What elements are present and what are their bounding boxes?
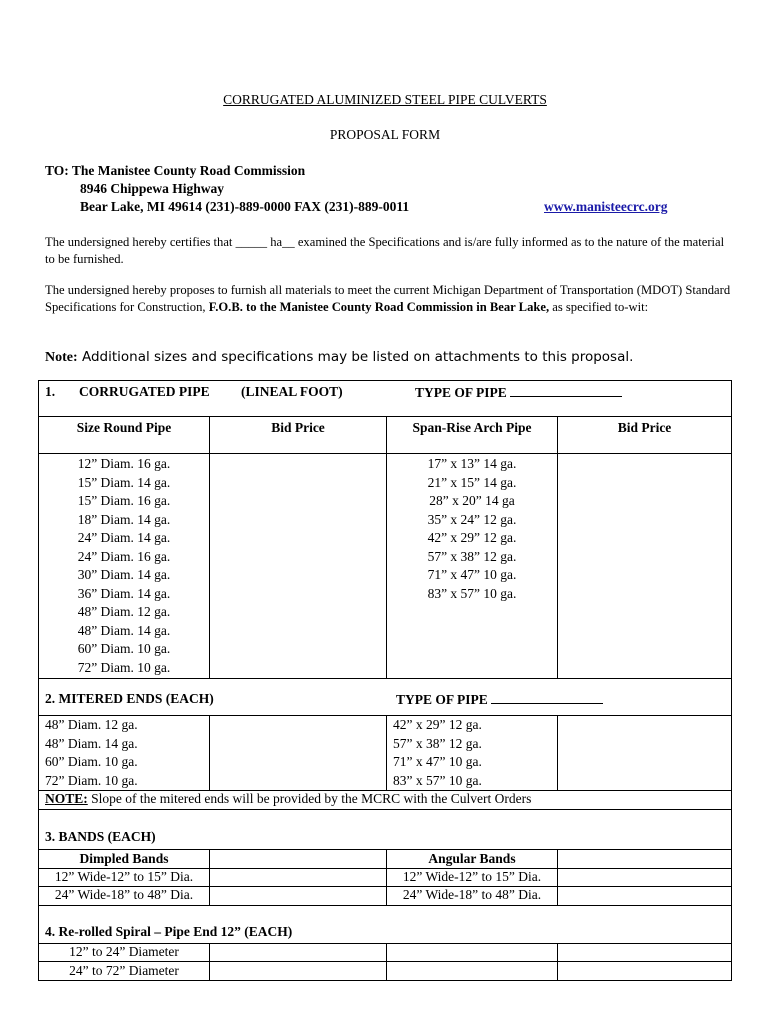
round-pipe-size: 36” Diam. 14 ga.	[77, 585, 171, 601]
bid-price-input[interactable]	[559, 623, 730, 640]
bid-price-input[interactable]	[559, 586, 730, 603]
arch-pipe-size: 21” x 15” 14 ga.	[427, 474, 517, 490]
row-divider	[38, 715, 732, 716]
section-divider	[38, 905, 732, 906]
col-divider	[557, 715, 558, 790]
angular-band-size: 24” Wide-18” to 48” Dia.	[402, 887, 542, 902]
dimpled-bands-header: Dimpled Bands	[79, 851, 169, 866]
section3-title: 3. BANDS (EACH)	[45, 829, 156, 844]
proposal-text-a: The undersigned hereby proposes to furnish all materials to meet the current Michigan Department of Transportation (MDOT) Standard Specifications for Construction,	[45, 283, 731, 314]
section1-type-label	[415, 384, 622, 401]
angular-bands-header: Angular Bands	[428, 851, 516, 866]
round-pipe-size: 60” Diam. 10 ga.	[77, 641, 171, 656]
bid-price-input[interactable]	[211, 512, 385, 529]
bid-price-input[interactable]	[559, 660, 730, 677]
round-pipe-size: 18” Diam. 14 ga.	[77, 511, 171, 527]
col-divider	[209, 715, 210, 790]
section2-note-text: Slope of the mitered ends will be provided by the MCRC with the Culvert Orders	[87, 791, 532, 806]
col-divider	[209, 416, 210, 678]
bid-price-input[interactable]	[211, 530, 385, 547]
arch-pipe-size: 17” x 13” 14 ga.	[427, 456, 517, 471]
bid-price-input[interactable]	[559, 530, 730, 547]
bid-price-input[interactable]	[559, 475, 730, 492]
row-divider	[38, 416, 732, 417]
section1-title: CORRUGATED PIPE	[79, 384, 210, 399]
bid-price-input[interactable]	[559, 604, 730, 621]
round-pipe-size: 15” Diam. 14 ga.	[77, 474, 171, 490]
section1-number: 1.	[45, 384, 56, 399]
section4-title: 4. Re-rolled Spiral – Pipe End 12” (EACH)	[45, 924, 293, 939]
spiral-diameter: 12” to 24” Diameter	[69, 944, 179, 959]
mitered-end-arch-size: 57” x 38” 12 ga.	[393, 735, 482, 751]
note-line	[45, 349, 633, 366]
section1-unit: (LINEAL FOOT)	[241, 384, 343, 399]
section2-note-label: NOTE:	[45, 791, 88, 806]
bid-price-input[interactable]	[211, 641, 385, 658]
arch-pipe-size: 28” x 20” 14 ga	[429, 493, 515, 508]
bid-price-input[interactable]	[559, 567, 730, 584]
dimpled-band-size: 24” Wide-18” to 48” Dia.	[54, 887, 194, 902]
mitered-end-size: 60” Diam. 10 ga.	[45, 754, 138, 769]
col-divider	[557, 416, 558, 678]
col-divider	[209, 849, 210, 905]
table-bottom-border	[38, 980, 732, 981]
website-link[interactable]: www.manisteecrc.org	[544, 199, 668, 214]
round-pipe-size: 12” Diam. 16 ga.	[77, 456, 171, 471]
arch-pipe-size: 83” x 57” 10 ga.	[427, 585, 517, 601]
round-pipe-size: 48” Diam. 14 ga.	[77, 622, 171, 638]
row-divider	[38, 961, 732, 962]
note-label: Note:	[45, 350, 78, 365]
bid-price-input[interactable]	[211, 493, 385, 510]
table-top-border	[38, 380, 732, 381]
bid-price-input[interactable]	[211, 660, 385, 677]
table-right-border	[731, 380, 732, 981]
bid-price-input[interactable]	[559, 549, 730, 566]
bid-price-input[interactable]	[211, 456, 385, 473]
round-pipe-size: 48” Diam. 12 ga.	[77, 604, 171, 619]
bid-price-input[interactable]	[559, 512, 730, 529]
mitered-end-arch-size: 71” x 47” 10 ga.	[393, 754, 482, 769]
arch-pipe-size: 57” x 38” 12 ga.	[427, 548, 517, 564]
bid-price-input[interactable]	[211, 604, 385, 621]
section-divider	[38, 678, 732, 679]
arch-pipe-size: 42” x 29” 12 ga.	[427, 530, 517, 545]
section1-type-blank[interactable]	[510, 384, 622, 397]
bid-price-input[interactable]	[211, 586, 385, 603]
row-divider	[38, 849, 732, 850]
bid-price-input[interactable]	[211, 623, 385, 640]
section2-type-text: TYPE OF PIPE	[396, 692, 488, 707]
bid-price-input[interactable]	[211, 549, 385, 566]
bid-price-input[interactable]	[559, 493, 730, 510]
mitered-end-size: 48” Diam. 12 ga.	[45, 717, 138, 732]
round-pipe-size: 24” Diam. 14 ga.	[77, 530, 171, 545]
form-title: CORRUGATED ALUMINIZED STEEL PIPE CULVERTS	[223, 92, 547, 107]
arch-pipe-size: 35” x 24” 12 ga.	[427, 511, 517, 527]
to-line-3: Bear Lake, MI 49614 (231)-889-0000 FAX (231)-889-0011	[80, 199, 410, 214]
form-subtitle: PROPOSAL FORM	[329, 127, 441, 142]
bid-price-input[interactable]	[559, 456, 730, 473]
section2-title: 2. MITERED ENDS (EACH)	[45, 691, 214, 706]
round-pipe-size: 30” Diam. 14 ga.	[77, 567, 171, 582]
angular-band-size: 12” Wide-12” to 15” Dia.	[402, 869, 542, 884]
dimpled-band-size: 12” Wide-12” to 15” Dia.	[54, 869, 194, 884]
col-arch-pipe: Span-Rise Arch Pipe	[412, 420, 532, 435]
row-divider	[38, 453, 732, 454]
round-pipe-size: 24” Diam. 16 ga.	[77, 548, 171, 564]
bid-price-input[interactable]	[211, 567, 385, 584]
bid-price-input[interactable]	[211, 475, 385, 492]
mitered-end-size: 72” Diam. 10 ga.	[45, 772, 138, 788]
mitered-end-size: 48” Diam. 14 ga.	[45, 735, 138, 751]
proposal-text-c: as specified to-wit:	[549, 300, 649, 314]
col-size-round: Size Round Pipe	[76, 420, 172, 435]
section2-type-blank[interactable]	[491, 691, 603, 704]
arch-pipe-size: 71” x 47” 10 ga.	[427, 567, 517, 582]
proposal-text-bold: F.O.B. to the Manistee County Road Commission in Bear Lake,	[208, 300, 550, 314]
certification-paragraph: The undersigned hereby certifies that _____ ha__ examined the Specifications and is/are fully informed as to the nature of the material to be furnished.	[45, 235, 725, 266]
spiral-diameter: 24” to 72” Diameter	[69, 963, 179, 978]
proposal-paragraph	[45, 282, 735, 316]
col-bid-price-1: Bid Price	[271, 420, 325, 435]
note-text: Additional sizes and specifications may be listed on attachments to this proposal.	[77, 349, 634, 365]
section2-type-label	[396, 691, 603, 708]
mitered-end-arch-size: 42” x 29” 12 ga.	[393, 717, 482, 732]
mitered-end-arch-size: 83” x 57” 10 ga.	[393, 772, 482, 788]
col-divider	[386, 715, 387, 790]
col-divider	[557, 849, 558, 905]
col-bid-price-2: Bid Price	[617, 420, 672, 435]
section1-type-text: TYPE OF PIPE	[415, 385, 507, 400]
section2-note	[45, 791, 531, 807]
to-line-1: TO: The Manistee County Road Commission	[45, 163, 306, 178]
to-line-2: 8946 Chippewa Highway	[80, 181, 225, 196]
round-pipe-size: 72” Diam. 10 ga.	[77, 659, 171, 675]
round-pipe-size: 15” Diam. 16 ga.	[77, 493, 171, 508]
section-divider	[38, 809, 732, 810]
bid-price-input[interactable]	[559, 641, 730, 658]
